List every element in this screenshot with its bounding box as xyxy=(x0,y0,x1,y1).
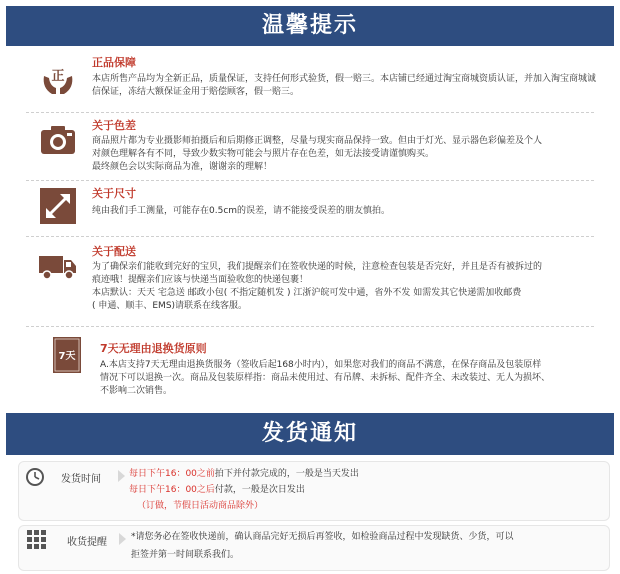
camera-icon xyxy=(38,120,78,160)
delivery-line-2 xyxy=(129,482,305,498)
genuine-text: 本店所售产品均为全新正品，质量保证，支持任何形式验货，假一赔三。本店铺已经通过淘宝商城资质认证，并加入淘宝商城诚信保证，冻结大额保证金用于赔偿顾客，假一赔三。 xyxy=(92,74,597,97)
returns-text xyxy=(100,359,605,398)
returns-title: 7天无理由退换货原则 xyxy=(100,342,207,355)
section-returns xyxy=(0,334,620,406)
color-line-3: 最终颜色会以实际商品为准，谢谢亲的理解！ xyxy=(92,162,273,172)
size-text: 纯由我们手工测量，可能存在0.5cm的误差，请不能接受误差的朋友慎拍。 xyxy=(92,206,391,216)
divider xyxy=(26,326,594,327)
color-line-1: 商品照片都为专业摄影师拍摄后和后期修正调整，尽量与现实商品保持一致。但由于灯光、显示器色彩偏差及个人 xyxy=(92,136,543,146)
shipping-line-1: 为了确保亲们能收到完好的宝贝，我们提醒亲们在签收快递的时候，注意检查包装是否完好，并且是否有被拆过的 xyxy=(92,262,543,272)
divider xyxy=(26,236,594,237)
shipping-notice-title: 发货通知 xyxy=(261,421,358,446)
shipping-line-3: 本店默认：天天 宅急送 邮政小包( 不指定随机发 ) 江浙沪皖可发中通，省外不发 如需发其它快递需加收邮费 xyxy=(92,288,522,298)
returns-line-2: 情况下可以退换一次。商品及包装原样指：商品未使用过、有吊牌、未拆标、配件齐全、未改装过、无人为损坏、 xyxy=(100,373,551,383)
delivery-line-1 xyxy=(129,466,359,482)
delivery-exception: （订做，节假日活动商品除外） xyxy=(137,501,264,511)
section-size xyxy=(0,182,620,232)
delivery-time-row xyxy=(18,461,610,521)
grid-icon xyxy=(27,530,47,550)
shipping-line-2: 痕迹哦！提醒亲们应该与快递当面验收您的快递包裹！ xyxy=(92,275,309,285)
size-title: 关于尺寸 xyxy=(92,187,136,200)
shipping-title: 关于配送 xyxy=(92,245,136,258)
shipping-line-4: ( 申通、顺丰、EMS)请联系在线客服。 xyxy=(92,301,248,311)
warm-tips-title: 温馨提示 xyxy=(261,13,358,38)
seven-day-char: 7天 xyxy=(58,351,76,362)
resize-arrow-icon xyxy=(38,186,78,226)
color-title: 关于色差 xyxy=(92,119,136,132)
section-color xyxy=(0,116,620,180)
color-text xyxy=(92,135,604,174)
delivery-after-time: 每日下午16：00之后 xyxy=(129,485,215,495)
shipping-text xyxy=(92,261,604,313)
divider xyxy=(26,180,594,181)
warm-tips-banner xyxy=(6,6,614,46)
returns-line-3: 不影响二次销售。 xyxy=(100,386,173,396)
returns-line-1: A.本店支持7天无理由退换货服务（签收后起168小时内），如果您对我们的商品不满意，在保存商品及包装原样 xyxy=(100,360,542,370)
delivery-after-text: 付款，一般是次日发出 xyxy=(214,485,305,495)
color-line-2: 对颜色理解各有不同，导致少数实物可能会与照片存在色差，如无法接受请谨慎购买。 xyxy=(92,149,435,159)
hands-genuine-icon xyxy=(38,58,78,98)
delivery-before-time: 每日下午16：00之前 xyxy=(129,469,215,479)
divider xyxy=(26,112,594,113)
seven-day-icon xyxy=(52,336,82,374)
section-genuine xyxy=(0,52,620,110)
receipt-reminder-row xyxy=(18,525,610,571)
arrow-right-icon xyxy=(119,533,126,545)
section-shipping xyxy=(0,242,620,320)
receipt-line-2: 拒签并第一时间联系我们。 xyxy=(131,550,240,560)
truck-icon xyxy=(38,246,78,286)
delivery-time-label: 发货时间 xyxy=(61,474,101,485)
receipt-line-1: *请您务必在签收快递前，确认商品完好无损后再签收，如检验商品过程中发现缺货、少货，可以 xyxy=(131,532,514,542)
delivery-before-text: 拍下并付款完成的，一般是当天发出 xyxy=(214,469,359,479)
genuine-title: 正品保障 xyxy=(92,56,136,69)
shipping-notice-banner xyxy=(6,413,614,455)
genuine-icon-char: 正 xyxy=(51,69,65,84)
receipt-reminder-label: 收货提醒 xyxy=(67,537,107,548)
arrow-right-icon xyxy=(118,470,125,482)
clock-icon xyxy=(25,467,45,487)
